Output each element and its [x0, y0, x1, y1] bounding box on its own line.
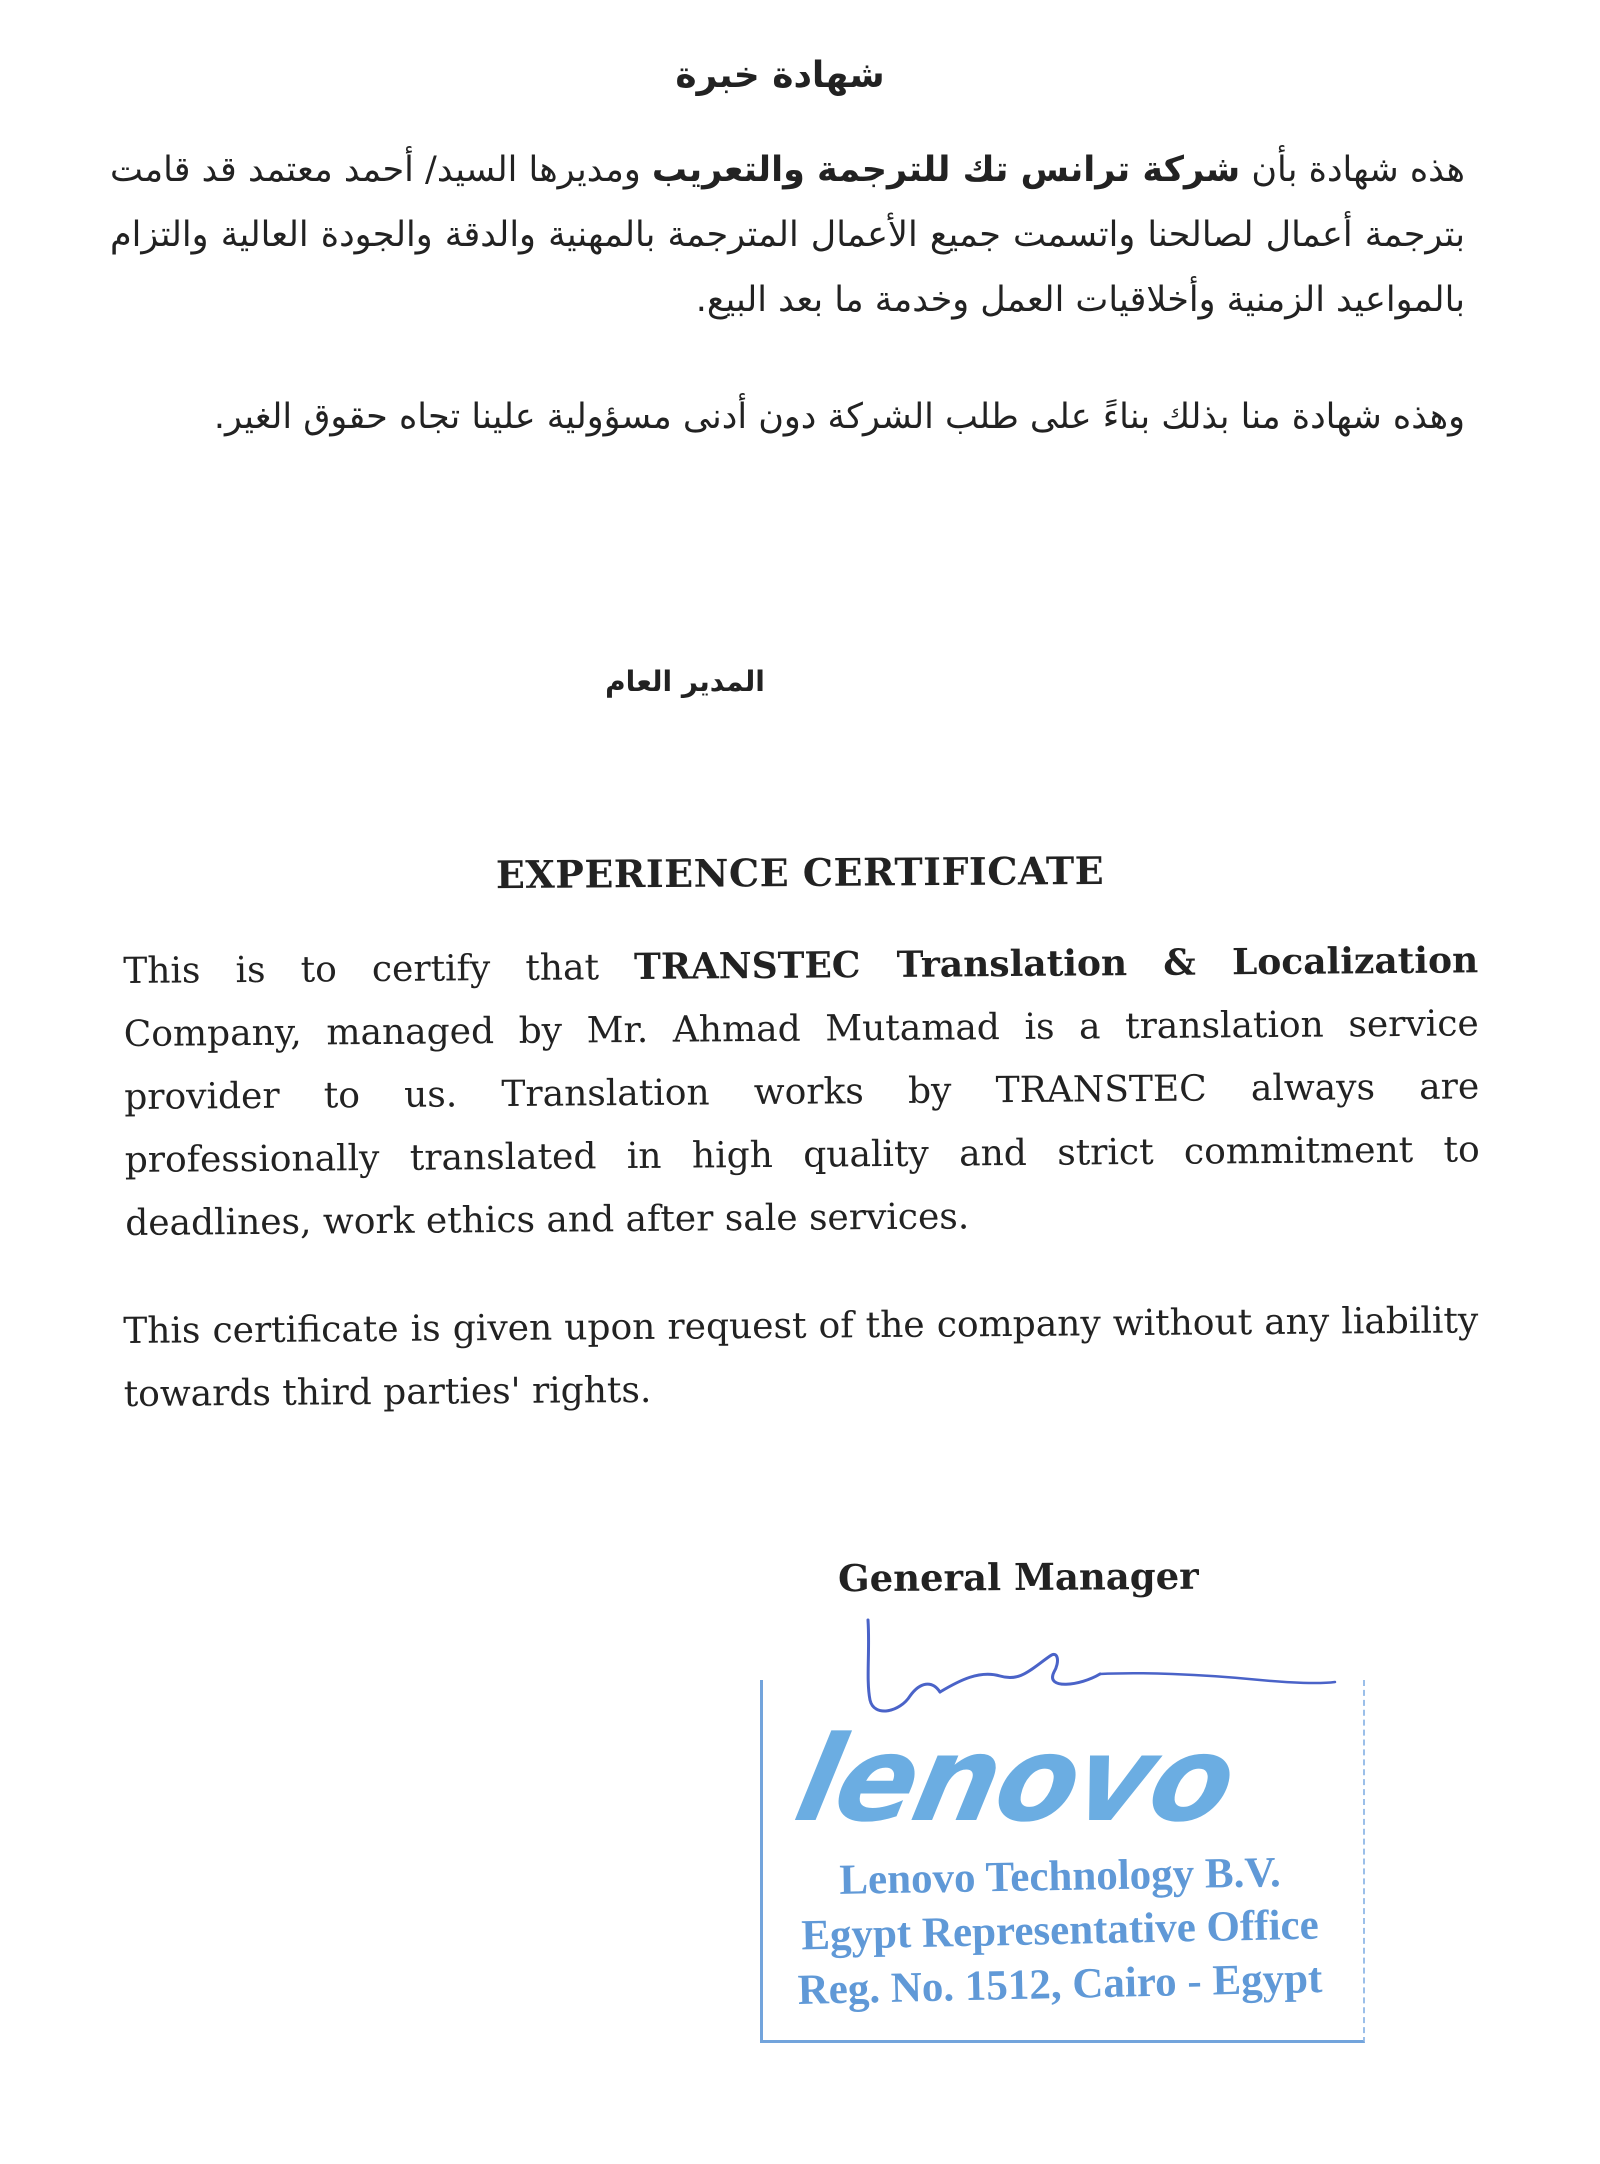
stamp-line-1: Lenovo Technology B.V.	[838, 1849, 1282, 1904]
english-title: EXPERIENCE CERTIFICATE	[495, 847, 1105, 898]
english-paragraph-1-body: Company, managed by Mr. Ahmad Mutamad is a translation service provider to us. Translation works by TRANSTEC always are professionally translated in high quality and strict commitment to deadlines, work ethics and after sale services.	[123, 1003, 1480, 1244]
english-company-name: TRANSTEC Translation & Localization	[633, 939, 1479, 988]
english-paragraph-1-intro: This is to certify that	[123, 946, 635, 992]
arabic-company-name: شركة ترانس تك للترجمة والتعريب	[651, 150, 1241, 190]
lenovo-logo: lenovo	[785, 1710, 1247, 1848]
arabic-signer-title: المدير العام	[605, 665, 765, 698]
stamp-line-2: Egypt Representative Office	[800, 1901, 1320, 1960]
stamp-line-3: Reg. No. 1512, Cairo - Egypt	[797, 1955, 1323, 2014]
arabic-paragraph-1-intro: هذه شهادة بأن	[1240, 150, 1465, 190]
arabic-paragraph-1-body: ومديرها السيد/ أحمد معتمد قد قامت بترجمة أعمال لصالحنا واتسمت جميع الأعمال المترجمة بالمهنية والدقة والجودة العالية والتزام بالمواعيد الزمنية وأخلاقيات العمل وخدمة ما بعد البيع.	[110, 150, 1465, 320]
arabic-paragraph-1	[110, 138, 1465, 333]
arabic-title: شهادة خبرة	[675, 55, 885, 96]
english-paragraph-1	[123, 929, 1480, 1255]
english-signer-title: General Manager	[837, 1553, 1199, 1601]
arabic-paragraph-2: وهذه شهادة منا بذلك بناءً على طلب الشركة دون أدنى مسؤولية علينا تجاه حقوق الغير.	[213, 397, 1465, 437]
company-stamp	[760, 1680, 1380, 2060]
english-paragraph-2: This certificate is given upon request of the company without any liability towards third parties' rights.	[123, 1300, 1479, 1415]
